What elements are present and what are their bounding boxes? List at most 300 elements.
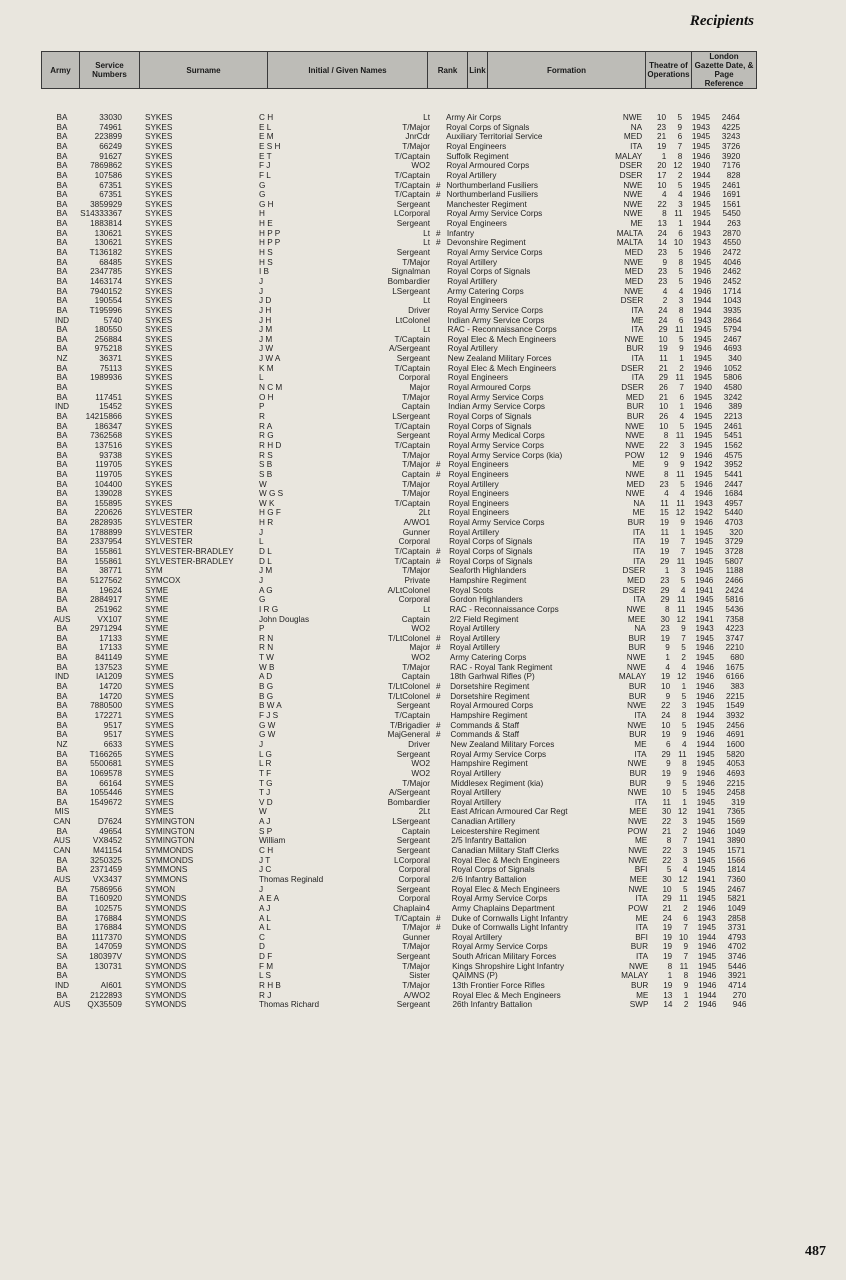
cell-year: 1943 [691,122,711,132]
cell-service: VX8452 [92,836,122,846]
cell-surname: SYKES [145,286,173,296]
cell-service: 155861 [94,556,122,566]
cell-service: 841149 [95,653,122,663]
cell-service: 1549672 [90,797,122,807]
cell-year: 1945 [696,720,715,730]
cell-day: 24 [661,710,671,720]
cell-theatre: MALAY [621,971,649,981]
cell-day: 24 [658,315,668,325]
cell-rank: Corporal [398,894,430,904]
cell-initials: H S [259,248,273,258]
cell-service: 180550 [94,325,122,335]
col-rank: Rank [428,52,468,88]
cell-theatre: NWE [623,190,643,200]
cell-rank: T/Captain [394,180,430,190]
cell-surname: SYKES [145,305,173,315]
cell-page: 1691 [722,190,741,200]
cell-theatre: NA [630,122,643,132]
cell-formation: Royal Army Medical Corps [448,431,545,441]
cell-month: 3 [682,846,688,856]
cell-theatre: MED [626,479,645,489]
cell-service: 2122893 [90,990,122,1000]
cell-month: 9 [682,768,687,778]
table-row [0,142,846,152]
cell-rank: Sergeant [396,749,430,759]
cell-day: 23 [659,479,669,489]
cell-year: 1944 [698,990,717,1000]
cell-day: 21 [658,363,668,373]
cell-theatre: MED [624,276,644,286]
cell-rank: T/Captain [394,421,430,431]
table-row [0,489,846,499]
cell-service: 1463174 [90,276,122,286]
cell-day: 19 [660,672,671,682]
cell-formation: Duke of Cornwalls Light Infantry [451,923,568,933]
table-row [0,836,846,846]
cell-page: 1188 [725,566,744,576]
cell-year: 1945 [694,469,713,479]
cell-rank: T/Major [402,662,430,672]
cell-month: 9 [680,518,685,528]
cell-day: 23 [658,267,668,277]
cell-page: 2466 [725,575,744,585]
cell-theatre: ME [634,739,647,749]
cell-page: 3921 [728,971,747,981]
cell-rank: Sister [409,971,430,981]
cell-army: BA [56,469,68,479]
cell-surname: SYMES [145,807,174,817]
cell-page: 1562 [724,440,743,450]
cell-formation: Royal Engineers [448,460,509,470]
cell-surname: SYME [145,653,169,663]
cell-year: 1946 [695,575,714,585]
cell-formation: Royal Artillery [449,527,500,537]
cell-initials: E M [259,132,274,142]
cell-surname: SYKES [145,373,173,383]
cell-page: 1571 [727,846,746,856]
cell-rank: T/Captain [394,363,430,373]
table-row [0,209,846,219]
table-row [0,508,846,518]
cell-month: 3 [678,199,683,209]
cell-page: 2215 [726,778,745,788]
table-row [0,624,846,634]
table-row [0,769,846,779]
cell-service: 256884 [94,334,122,344]
cell-rank: T/Major [402,460,430,470]
cell-surname: SYMES [145,778,174,788]
cell-initials: L [259,373,264,383]
cell-theatre: BFI [634,865,648,875]
cell-page: 270 [732,990,747,1000]
cell-year: 1945 [695,595,714,605]
cell-initials: J C [259,865,272,875]
cell-army: BA [56,151,68,161]
cell-formation: Royal Army Service Corps [446,248,543,258]
cell-army: BA [56,971,68,981]
cell-army: BA [56,662,68,672]
cell-initials: T G [259,778,273,788]
cell-surname: SYMMONS [145,874,188,884]
cell-initials: A D [259,672,273,682]
cell-army: BA [56,257,68,267]
cell-year: 1945 [697,961,717,971]
cell-formation: Royal Elec & Mech Engineers [447,363,557,373]
cell-year: 1945 [696,797,715,807]
cell-year: 1944 [692,170,711,180]
col-initials: Initial / Given Names [268,52,428,88]
cell-theatre: NWE [623,199,643,209]
cell-day: 6 [665,739,671,749]
cell-theatre: BUR [628,643,646,653]
cell-rank: A/Sergeant [389,788,430,798]
cell-rank: Sergeant [396,199,430,209]
cell-day: 10 [662,884,672,894]
cell-army: CAN [53,846,71,856]
cell-initials: R H B [259,981,281,991]
cell-theatre: ITA [634,797,647,807]
cell-page: 7358 [725,614,744,624]
cell-year: 1946 [697,942,717,952]
table-row [0,672,846,682]
cell-surname: SYKES [145,267,173,277]
cell-day: 10 [658,402,669,412]
cell-month: 5 [679,334,684,344]
table-row [0,981,846,991]
cell-month: 11 [679,961,689,971]
cell-army: BA [56,865,68,875]
cell-service: 36371 [99,354,122,364]
cell-theatre: ME [630,219,643,229]
table-row [0,499,846,509]
cell-service: 1989936 [90,373,122,383]
cell-surname: SYKES [145,228,173,238]
cell-year: 1945 [695,604,714,614]
cell-formation: Commands & Staff [450,720,519,730]
cell-theatre: NWE [625,421,645,431]
cell-page: 1684 [724,489,743,499]
cell-theatre: NWE [625,489,645,499]
cell-army: BA [56,990,68,1000]
cell-theatre: BUR [626,411,645,421]
cell-formation: Royal Corps of Signals [449,556,533,566]
cell-surname: SYMMONS [145,865,188,875]
cell-theatre: MED [625,392,645,402]
cell-day: 21 [662,826,672,836]
cell-initials: William [259,836,286,846]
cell-rank: T/LtColonel [388,633,430,643]
cell-page: 5816 [725,595,744,605]
cell-rank: T/Brigadier [389,720,430,730]
cell-day: 8 [662,209,667,219]
cell-army: BA [56,624,68,634]
cell-link: # [436,643,441,653]
cell-service: 172271 [94,710,122,720]
cell-surname: SYKES [145,392,173,402]
cell-initials: J D [259,296,272,306]
cell-army: BA [56,556,68,566]
cell-initials: C H [259,846,274,856]
cell-page: 7176 [722,161,741,171]
cell-day: 22 [657,199,667,209]
cell-formation: Dorsetshire Regiment [450,691,530,701]
cell-army: BA [56,547,68,557]
cell-month: 9 [681,730,687,740]
cell-formation: Royal Armoured Corps [446,161,530,171]
cell-formation: Canadian Military Staff Clerks [451,846,560,856]
cell-year: 1945 [696,788,715,798]
cell-month: 5 [681,643,686,653]
cell-month: 7 [682,836,688,846]
cell-initials: G [259,180,266,190]
cell-day: 11 [659,354,668,364]
cell-rank: Corporal [398,865,430,875]
cell-year: 1944 [692,219,711,229]
cell-month: 4 [680,585,686,595]
cell-month: 3 [679,440,685,450]
table-row [0,123,846,133]
cell-army: IND [54,981,70,991]
cell-page: 1600 [726,739,745,749]
cell-year: 1946 [692,151,711,161]
cell-year: 1943 [697,913,716,923]
cell-initials: V D [259,797,273,807]
cell-army: BA [56,334,68,344]
cell-army: IND [54,402,70,412]
cell-link: # [436,190,441,200]
cell-year: 1945 [691,141,711,151]
cell-year: 1945 [694,431,713,441]
cell-month: 1 [679,354,684,364]
table-row [0,557,846,567]
cell-day: 21 [658,392,669,402]
cell-month: 11 [676,556,686,566]
cell-surname: SYKES [145,132,173,142]
cell-army: BA [56,276,68,286]
cell-theatre: SWP [629,1000,649,1010]
cell-theatre: NWE [627,788,647,798]
cell-formation: Royal Elec & Mech Engineers [451,884,560,894]
cell-initials: A L [259,923,271,933]
cell-theatre: BUR [630,942,649,952]
cell-page: 1043 [723,296,742,306]
cell-initials: S P [259,826,273,836]
table-row [0,528,846,538]
cell-day: 10 [659,421,669,431]
cell-day: 29 [658,373,668,383]
cell-initials: N C M [259,383,283,393]
table-row [0,383,846,393]
cell-formation: 26th Infantry Battalion [452,1000,533,1010]
cell-year: 1945 [697,952,717,962]
cell-initials: G [259,595,266,605]
cell-initials: F J [259,161,271,171]
cell-formation: RAC - Royal Tank Regiment [449,662,553,672]
cell-page: 4225 [721,122,741,132]
cell-rank: MajGeneral [387,730,430,740]
cell-page: 5450 [722,209,741,219]
cell-initials: B W A [259,701,282,711]
cell-rank: JnrCdr [405,132,430,142]
cell-theatre: NWE [625,469,645,479]
cell-initials: P [259,624,265,634]
cell-surname: SYKES [145,248,173,258]
cell-army: BA [56,219,68,229]
cell-rank: LCorporal [394,855,430,865]
cell-army: BA [56,653,68,663]
cell-surname: SYME [145,633,169,643]
cell-formation: Royal Engineers [448,469,509,479]
cell-month: 12 [677,807,688,817]
cell-army: NZ [56,739,68,749]
cell-rank: 2Lt [418,508,430,518]
table-row [0,779,846,789]
cell-surname: SYMES [145,797,174,807]
cell-army: BA [56,479,68,489]
table-row [0,441,846,451]
cell-day: 1 [665,653,670,663]
cell-surname: SYMES [145,682,174,692]
cell-year: 1946 [696,826,716,836]
cell-formation: Royal Engineers [447,296,508,306]
cell-month: 5 [678,248,683,258]
cell-year: 1945 [696,701,715,711]
table-row [0,721,846,731]
cell-initials: R N [259,643,274,653]
cell-initials: R G [259,431,274,441]
cell-day: 11 [660,498,669,508]
cell-service: 9517 [103,720,122,730]
cell-month: 1 [681,682,687,692]
cell-month: 2 [679,363,684,373]
cell-formation: Canadian Artillery [451,817,516,827]
cell-page: 3729 [724,537,744,547]
cell-day: 17 [657,170,667,180]
cell-formation: Hampshire Regiment [450,759,528,769]
cell-service: 5740 [103,315,122,325]
cell-theatre: DSER [621,363,644,373]
cell-formation: Royal Corps of Signals [448,411,532,421]
col-service-numbers: Service Numbers [80,52,140,88]
cell-month: 6 [679,392,685,402]
cell-initials: Thomas Richard [259,1000,320,1010]
col-surname: Surname [140,52,268,88]
cell-month: 11 [675,325,684,335]
cell-theatre: MED [627,575,646,585]
cell-page: 1814 [727,865,746,875]
cell-theatre: NA [634,624,646,634]
cell-surname: SYKES [145,489,173,499]
cell-month: 9 [677,122,683,132]
cell-month: 7 [677,141,683,151]
cell-army: BA [56,421,68,431]
cell-month: 1 [678,219,683,229]
cell-initials: A G [259,585,273,595]
cell-day: 19 [659,518,669,528]
cell-service: QX35509 [87,1000,122,1010]
cell-day: 30 [660,614,670,624]
cell-initials: R N [259,633,274,643]
table-row [0,316,846,326]
cell-rank: T/Major [402,122,430,132]
cell-year: 1943 [695,624,714,634]
cell-army: BA [56,788,68,798]
cell-army: BA [56,161,68,171]
cell-surname: SYMONDS [145,932,187,942]
cell-rank: Lt [423,296,430,306]
cell-theatre: ITA [631,373,644,383]
cell-link: # [436,720,441,730]
cell-theatre: NA [633,498,645,508]
cell-year: 1945 [694,537,714,547]
cell-formation: Royal Armoured Corps [447,383,531,393]
cell-service: T166265 [89,749,122,759]
cell-month: 11 [678,749,687,759]
table-row [0,692,846,702]
cell-initials: A L [259,913,271,923]
cell-page: 4714 [728,981,747,991]
cell-day: 23 [660,624,670,634]
cell-surname: SYKES [145,383,173,393]
cell-initials: A J [259,903,271,913]
cell-theatre: MED [623,132,643,142]
cell-rank: A/Sergeant [389,344,430,354]
cell-theatre: ITA [635,894,648,904]
cell-month: 5 [678,276,684,286]
cell-day: 1 [664,566,670,576]
cell-formation: RAC - Reconnaissance Corps [449,604,559,614]
table-row [0,364,846,374]
cell-formation: Royal Artillery [448,479,499,489]
cell-service: 1788899 [90,527,122,537]
cell-day: 10 [661,682,671,692]
cell-day: 19 [660,633,670,643]
cell-theatre: NWE [624,334,644,344]
cell-year: 1945 [692,257,712,267]
cell-theatre: NWE [622,113,642,122]
cell-formation: 2/6 Infantry Battalion [451,874,527,884]
cell-theatre: ITA [634,749,647,759]
cell-surname: SYKES [145,257,173,267]
table-row [0,200,846,210]
cell-year: 1945 [696,759,715,769]
cell-link: # [436,633,441,643]
cell-surname: SYMONDS [145,981,187,991]
cell-year: 1945 [693,354,712,364]
cell-service: 7869862 [90,161,122,171]
cell-formation: Royal Artillery [450,797,502,807]
table-row [0,576,846,586]
cell-month: 11 [676,469,685,479]
cell-theatre: MEE [627,614,646,624]
cell-surname: SYKES [145,498,173,508]
cell-year: 1945 [697,846,716,856]
cell-surname: SYKES [145,460,173,470]
cell-service: T136182 [89,248,122,258]
cell-rank: Corporal [398,874,430,884]
cell-rank: Gunner [402,527,430,537]
cell-month: 12 [676,672,687,682]
cell-initials: A J [259,817,271,827]
cell-rank: Sergeant [396,219,430,229]
cell-month: 2 [677,170,683,180]
cell-day: 4 [661,190,667,200]
cell-service: VX107 [97,614,122,624]
cell-link: # [436,682,441,692]
cell-page: 680 [730,653,744,663]
cell-rank: Sergeant [396,846,430,856]
cell-rank: T/Major [402,942,430,952]
